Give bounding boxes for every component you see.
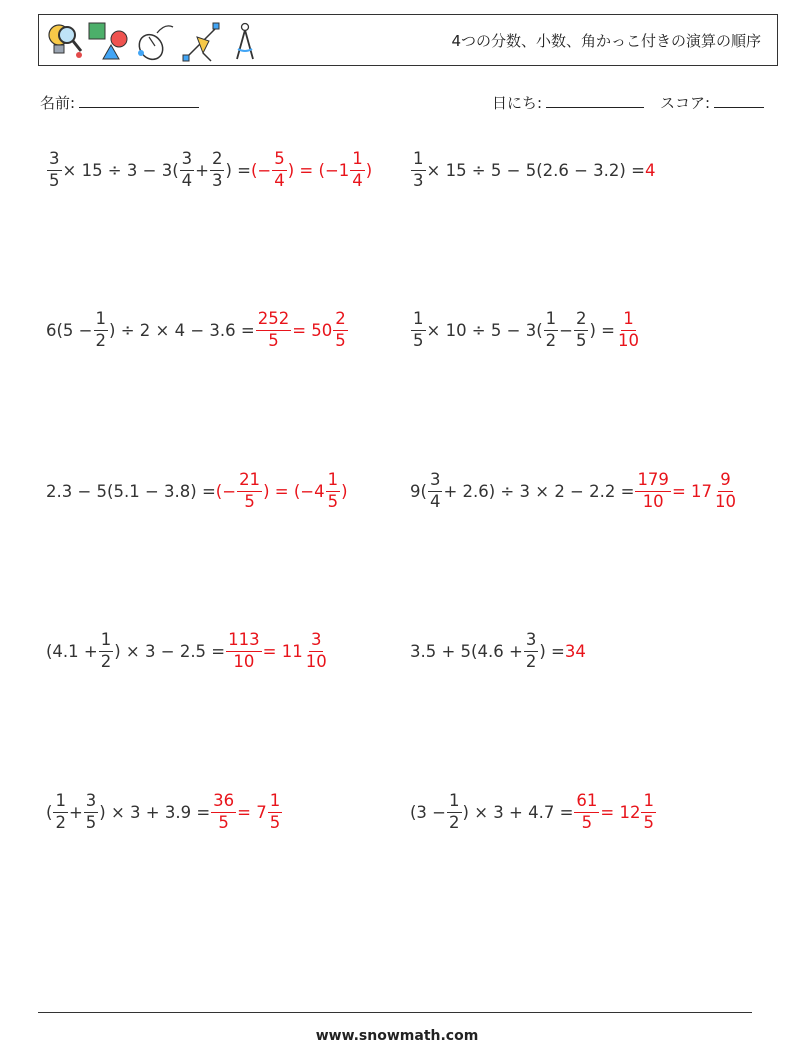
expression-text: (3 − (410, 802, 447, 822)
fraction (84, 793, 99, 831)
name-label: 名前: (40, 94, 76, 112)
problem-3 (46, 305, 349, 355)
answer-fraction (350, 151, 365, 189)
expression-text: ) × 3 − 2.5 = (114, 641, 226, 661)
denominator: 5 (643, 812, 654, 832)
numerator: 3 (428, 472, 443, 492)
denominator: 5 (575, 330, 587, 350)
fraction (544, 311, 559, 349)
denominator: 4 (181, 170, 193, 190)
answer-text: ) = (−4 (263, 481, 325, 501)
date-line[interactable] (546, 93, 644, 108)
answer-text: = 12 (600, 802, 641, 822)
answer-text: ) (365, 160, 373, 180)
answer-text: (− (215, 481, 237, 501)
expression-text: + (195, 160, 209, 180)
denominator: 2 (525, 651, 537, 671)
numerator: 1 (544, 311, 559, 331)
fraction (524, 632, 539, 670)
fraction (411, 151, 426, 189)
denominator: 5 (268, 330, 279, 350)
numerator: 1 (411, 311, 426, 331)
expression-text: 6(5 − (46, 320, 93, 340)
numerator: 21 (237, 472, 262, 492)
compass-icon (237, 24, 253, 60)
numerator: 3 (84, 793, 99, 813)
answer-fraction (237, 472, 262, 510)
numerator: 1 (411, 151, 426, 171)
numerator: 1 (350, 151, 365, 171)
answer-fraction (272, 151, 287, 189)
denominator: 2 (449, 812, 460, 832)
denominator: 2 (545, 330, 557, 350)
numerator: 1 (641, 793, 656, 813)
expression-text: ) = (589, 320, 615, 340)
numerator: 5 (272, 151, 287, 171)
expression-text: ) = (225, 160, 251, 180)
expression-text: + 2.6) ÷ 3 × 2 − 2.2 = (443, 481, 635, 501)
score-line[interactable] (714, 93, 764, 108)
expression-text: ) × 3 + 3.9 = (99, 802, 211, 822)
expression-text: ) × 3 + 4.7 = (462, 802, 574, 822)
fraction (180, 151, 195, 189)
answer-fraction (326, 472, 341, 510)
denominator: 2 (100, 651, 112, 671)
denominator: 3 (413, 170, 424, 190)
denominator: 5 (85, 812, 97, 832)
date-label: 日にち: (492, 94, 543, 112)
numerator: 1 (268, 793, 283, 813)
denominator: 5 (327, 491, 339, 511)
answer-text: = 11 (262, 641, 303, 661)
problem-4 (410, 305, 642, 355)
answer-fraction (713, 472, 738, 510)
problem-2 (410, 145, 655, 195)
denominator: 5 (335, 330, 346, 350)
lightbulb-magnifier-icon (49, 25, 82, 58)
problem-1 (46, 145, 372, 195)
answer-text: = 50 (292, 320, 333, 340)
answer-fraction (304, 632, 329, 670)
numerator: 3 (309, 632, 324, 652)
expression-text: × 15 ÷ 3 − 3( (62, 160, 179, 180)
expression-text: ) = (539, 641, 565, 661)
answer-text: 34 (564, 641, 586, 661)
footer-url: www.snowmath.com (315, 1028, 479, 1044)
answer-fraction (574, 793, 599, 831)
numerator: 3 (47, 151, 62, 171)
footer-divider (38, 1012, 752, 1013)
numerator: 3 (524, 632, 539, 652)
problem-5 (46, 466, 348, 516)
answer-fraction (641, 793, 656, 831)
problem-7 (46, 626, 330, 676)
numerator: 1 (99, 632, 114, 652)
shapes-icon (89, 23, 127, 59)
denominator: 4 (429, 491, 441, 511)
answer-fraction (256, 311, 292, 349)
expression-text: × 15 ÷ 5 − 5(2.6 − 3.2) = (426, 160, 645, 180)
numerator: 179 (635, 472, 671, 492)
numerator: 61 (574, 793, 599, 813)
expression-text: (4.1 + (46, 641, 98, 661)
mouse-icon (135, 26, 173, 63)
fraction (53, 793, 68, 831)
score-field (660, 92, 764, 113)
answer-fraction (616, 311, 641, 349)
expression-text: 2.3 − 5(5.1 − 3.8) = (46, 481, 216, 501)
answer-fraction (635, 472, 671, 510)
name-line[interactable] (79, 93, 199, 108)
expression-text: × 10 ÷ 5 − 3( (426, 320, 543, 340)
answer-text: (− (250, 160, 272, 180)
denominator: 5 (413, 330, 424, 350)
name-field (40, 92, 199, 113)
problem-10 (410, 787, 657, 837)
problem-9 (46, 787, 283, 837)
expression-text: ( (46, 802, 53, 822)
fraction (47, 151, 62, 189)
fraction (574, 311, 589, 349)
problem-6 (410, 466, 739, 516)
numerator: 2 (333, 311, 348, 331)
fraction (428, 472, 443, 510)
denominator: 10 (305, 651, 327, 671)
denominator: 5 (269, 812, 281, 832)
worksheet-title: 4つの分数、小数、角かっこ付きの演算の順序 (451, 32, 761, 50)
denominator: 10 (617, 330, 639, 350)
numerator: 1 (621, 311, 636, 331)
denominator: 5 (244, 491, 255, 511)
expression-text: 9( (410, 481, 427, 501)
numerator: 2 (574, 311, 589, 331)
problem-8 (410, 626, 586, 676)
expression-text: − (559, 320, 573, 340)
numerator: 1 (447, 793, 462, 813)
expression-text: 3.5 + 5(4.6 + (410, 641, 523, 661)
answer-text: = 17 (671, 481, 713, 501)
answer-text: ) (341, 481, 348, 501)
denominator: 5 (218, 812, 229, 832)
fraction (447, 793, 462, 831)
numerator: 1 (53, 793, 68, 813)
denominator: 3 (211, 170, 223, 190)
denominator: 4 (352, 170, 363, 190)
answer-fraction (226, 632, 262, 670)
denominator: 4 (274, 170, 285, 190)
numerator: 1 (94, 311, 109, 331)
fraction (99, 632, 114, 670)
denominator: 10 (233, 651, 255, 671)
expression-text: ) ÷ 2 × 4 − 3.6 = (109, 320, 255, 340)
denominator: 10 (715, 491, 737, 511)
date-field (492, 92, 644, 113)
fraction (94, 311, 109, 349)
worksheet-header (38, 14, 778, 66)
numerator: 113 (226, 632, 262, 652)
fraction (210, 151, 225, 189)
answer-text: 4 (644, 160, 656, 180)
pen-tool-icon (183, 23, 219, 61)
answer-fraction (211, 793, 236, 831)
numerator: 9 (718, 472, 733, 492)
fraction (411, 311, 426, 349)
denominator: 2 (55, 812, 66, 832)
answer-fraction (268, 793, 283, 831)
numerator: 36 (211, 793, 236, 813)
numerator: 1 (326, 472, 341, 492)
score-label: スコア: (660, 94, 711, 112)
numerator: 252 (256, 311, 292, 331)
denominator: 2 (95, 330, 107, 350)
numerator: 3 (180, 151, 195, 171)
answer-text: ) = (−1 (287, 160, 350, 180)
answer-text: = 7 (237, 802, 267, 822)
expression-text: + (68, 802, 83, 822)
answer-fraction (333, 311, 348, 349)
header-icons (45, 19, 265, 63)
denominator: 10 (642, 491, 664, 511)
denominator: 5 (581, 812, 593, 832)
denominator: 5 (49, 170, 60, 190)
numerator: 2 (210, 151, 225, 171)
